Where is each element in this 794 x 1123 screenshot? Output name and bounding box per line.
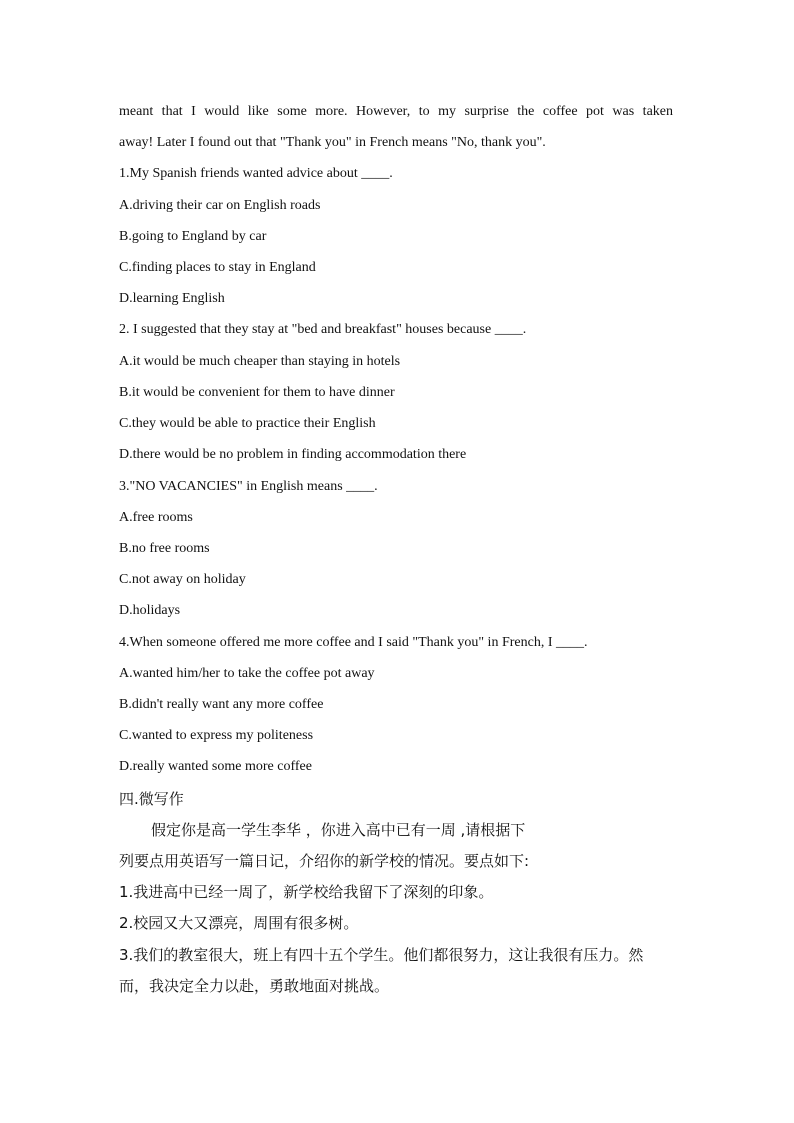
question-2-stem: 2. I suggested that they stay at "bed and breakfast" houses because ____. <box>119 322 527 337</box>
question-4-option-c: C.wanted to express my politeness <box>119 728 314 743</box>
question-3-stem: 3."NO VACANCIES" in English means ____. <box>119 479 378 494</box>
question-1-option-c: C.finding places to stay in England <box>119 260 316 275</box>
passage-line-2: away! Later I found out that "Thank you" in French means "No, thank you". <box>119 135 546 150</box>
writing-prompt-line-1: 假定你是高一学生李华 ，你进入高中已有一周 ,请根据下 <box>151 821 526 839</box>
question-4-stem: 4.When someone offered me more coffee and I said "Thank you" in French, I ____. <box>119 635 588 650</box>
question-2-option-c: C.they would be able to practice their English <box>119 416 376 431</box>
question-2-option-d: D.there would be no problem in finding accommodation there <box>119 447 467 462</box>
question-1-option-b: B.going to England by car <box>119 229 267 244</box>
question-2-option-b: B.it would be convenient for them to have dinner <box>119 385 395 400</box>
question-3-option-b: B.no free rooms <box>119 541 210 556</box>
writing-point-3-line-1: 3.我们的教室很大，班上有四十五个学生。他们都很努力，这让我很有压力。然 <box>119 946 644 964</box>
writing-point-3-line-2: 而，我决定全力以赴，勇敢地面对挑战。 <box>119 977 390 995</box>
question-4-option-b: B.didn't really want any more coffee <box>119 697 324 712</box>
writing-section-heading: 四.微写作 <box>119 790 184 808</box>
question-3-option-c: C.not away on holiday <box>119 572 246 587</box>
question-3-option-d: D.holidays <box>119 603 181 618</box>
question-2-option-a: A.it would be much cheaper than staying in hotels <box>119 354 401 369</box>
writing-point-2: 2.校园又大又漂亮，周围有很多树。 <box>119 914 359 932</box>
question-3-option-a: A.free rooms <box>119 510 193 525</box>
question-1-option-a: A.driving their car on English roads <box>119 198 321 213</box>
passage-line-1: meant that I would like some more. However, to my surprise the coffee pot was taken <box>119 104 673 119</box>
question-1-stem: 1.My Spanish friends wanted advice about ____. <box>119 166 393 181</box>
writing-prompt-line-2: 列要点用英语写一篇日记，介绍你的新学校的情况。要点如下: <box>119 852 530 870</box>
question-4-option-d: D.really wanted some more coffee <box>119 759 312 774</box>
question-1-option-d: D.learning English <box>119 291 225 306</box>
writing-point-1: 1.我进高中已经一周了，新学校给我留下了深刻的印象。 <box>119 883 494 901</box>
question-4-option-a: A.wanted him/her to take the coffee pot away <box>119 666 375 681</box>
